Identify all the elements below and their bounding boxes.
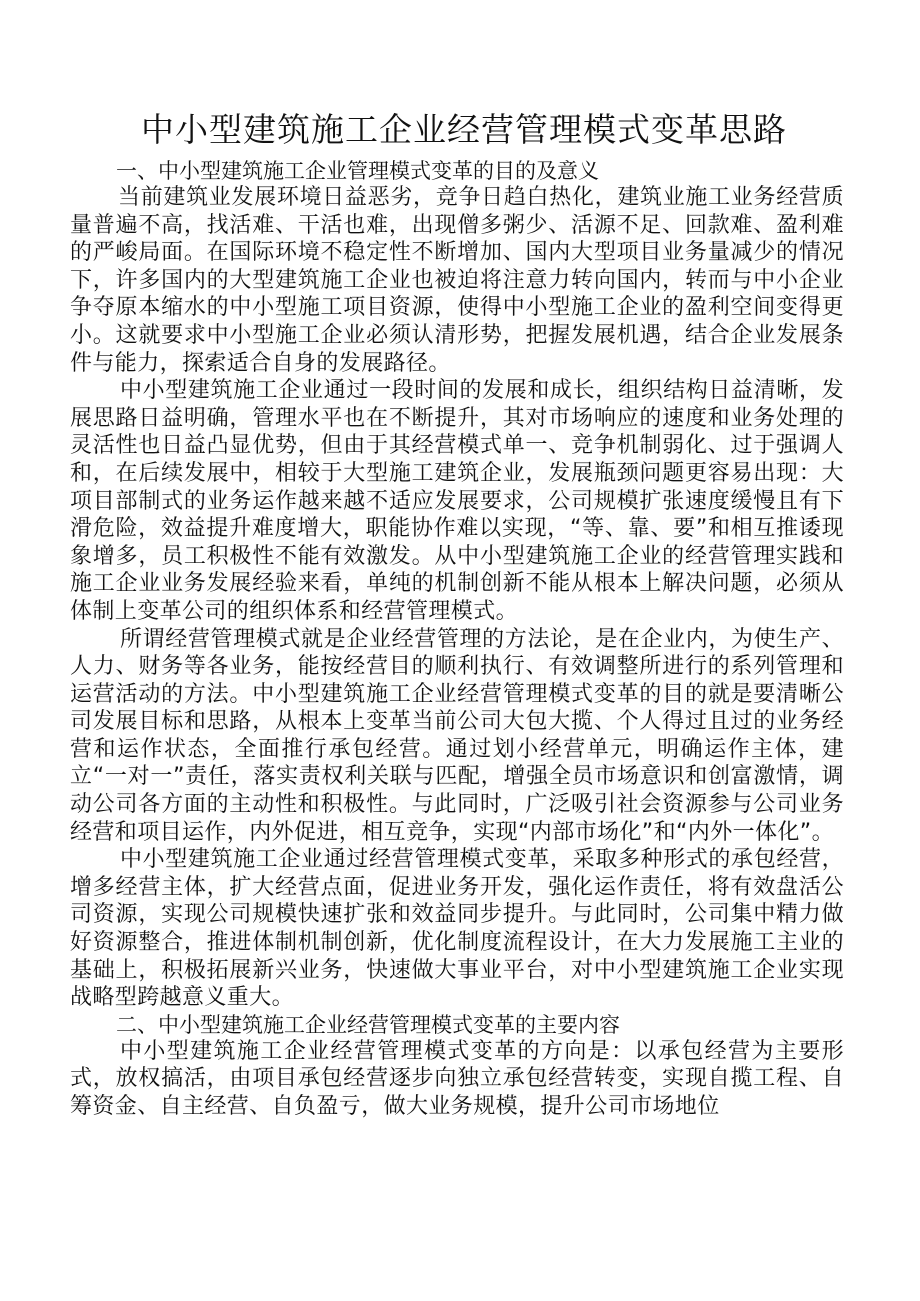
paragraph: 当前建筑业发展环境日益恶劣，竞争日趋白热化，建筑业施工业务经营质量普遍不高，找活难、干活也难，出现僧多粥少、活源不足、回款难、盈利难的严峻局面。在国际环境不稳定性不断增加、国内大型项目业务量减少的情况下，许多国内的大型建筑施工企业也被迫将注意力转向国内，转而与中小企业争夺原本缩水的中小型施工项目资源，使得中小型施工企业的盈利空间变得更小。这就要求中小型施工企业必须认清形势，把握发展机遇，结合企业发展条件与能力，探索适合自身的发展路径。 [70,185,844,376]
document-title: 中小型建筑施工企业经营管理模式变革思路 [141,110,787,149]
section-heading-2: 二、中小型建筑施工企业经营管理模式变革的主要内容 [116,1012,620,1037]
paragraph: 所谓经营管理模式就是企业经营管理的方法论，是在企业内，为使生产、人力、财务等各业务，能按经营目的顺利执行、有效调整所进行的系列管理和运营活动的方法。中小型建筑施工企业经营管理模式变革的目的就是要清晰公司发展目标和思路，从根本上变革当前公司大包大揽、个人得过且过的业务经营和运作状态，全面推行承包经营。通过划小经营单元，明确运作主体，建立“一对一”责任，落实责权利关联与匹配，增强全员市场意识和创富激情，调动公司各方面的主动性和积极性。与此同时，广泛吸引社会资源参与公司业务经营和项目运作，内外促进，相互竞争，实现“内部市场化”和“内外一体化”。 [70,626,844,845]
paragraph: 中小型建筑施工企业通过经营管理模式变革，采取多种形式的承包经营，增多经营主体，扩大经营点面，促进业务开发，强化运作责任，将有效盘活公司资源，实现公司规模快速扩张和效益同步提升。与此同时，公司集中精力做好资源整合，推进体制机制创新，优化制度流程设计，在大力发展施工主业的基础上，积极拓展新兴业务，快速做大事业平台，对中小型建筑施工企业实现战略型跨越意义重大。 [70,847,844,1011]
section-heading-1: 一、中小型建筑施工企业管理模式变革的目的及意义 [116,159,599,183]
paragraph: 中小型建筑施工企业通过一段时间的发展和成长，组织结构日益清晰，发展思路日益明确，管理水平也在不断提升，其对市场响应的速度和业务处理的灵活性也日益凸显优势，但由于其经营模式单一、竞争机制弱化、过于强调人和，在后续发展中，相较于大型施工建筑企业，发展瓶颈问题更容易出现：大项目部制式的业务运作越来越不适应发展要求，公司规模扩张速度缓慢且有下滑危险，效益提升难度增大，职能协作难以实现，“等、靠、要”和相互推诿现象增多，员工积极性不能有效激发。从中小型建筑施工企业的经营管理实践和施工企业业务发展经验来看，单纯的机制创新不能从根本上解决问题，必须从体制上变革公司的组织体系和经营管理模式。 [70,378,844,624]
document-page [70,108,844,1121]
paragraph: 中小型建筑施工企业经营管理模式变革的方向是：以承包经营为主要形式，放权搞活，由项目承包经营逐步向独立承包经营转变，实现自揽工程、自筹资金、自主经营、自负盈亏，做大业务规模，提升公司市场地位 [70,1038,844,1119]
